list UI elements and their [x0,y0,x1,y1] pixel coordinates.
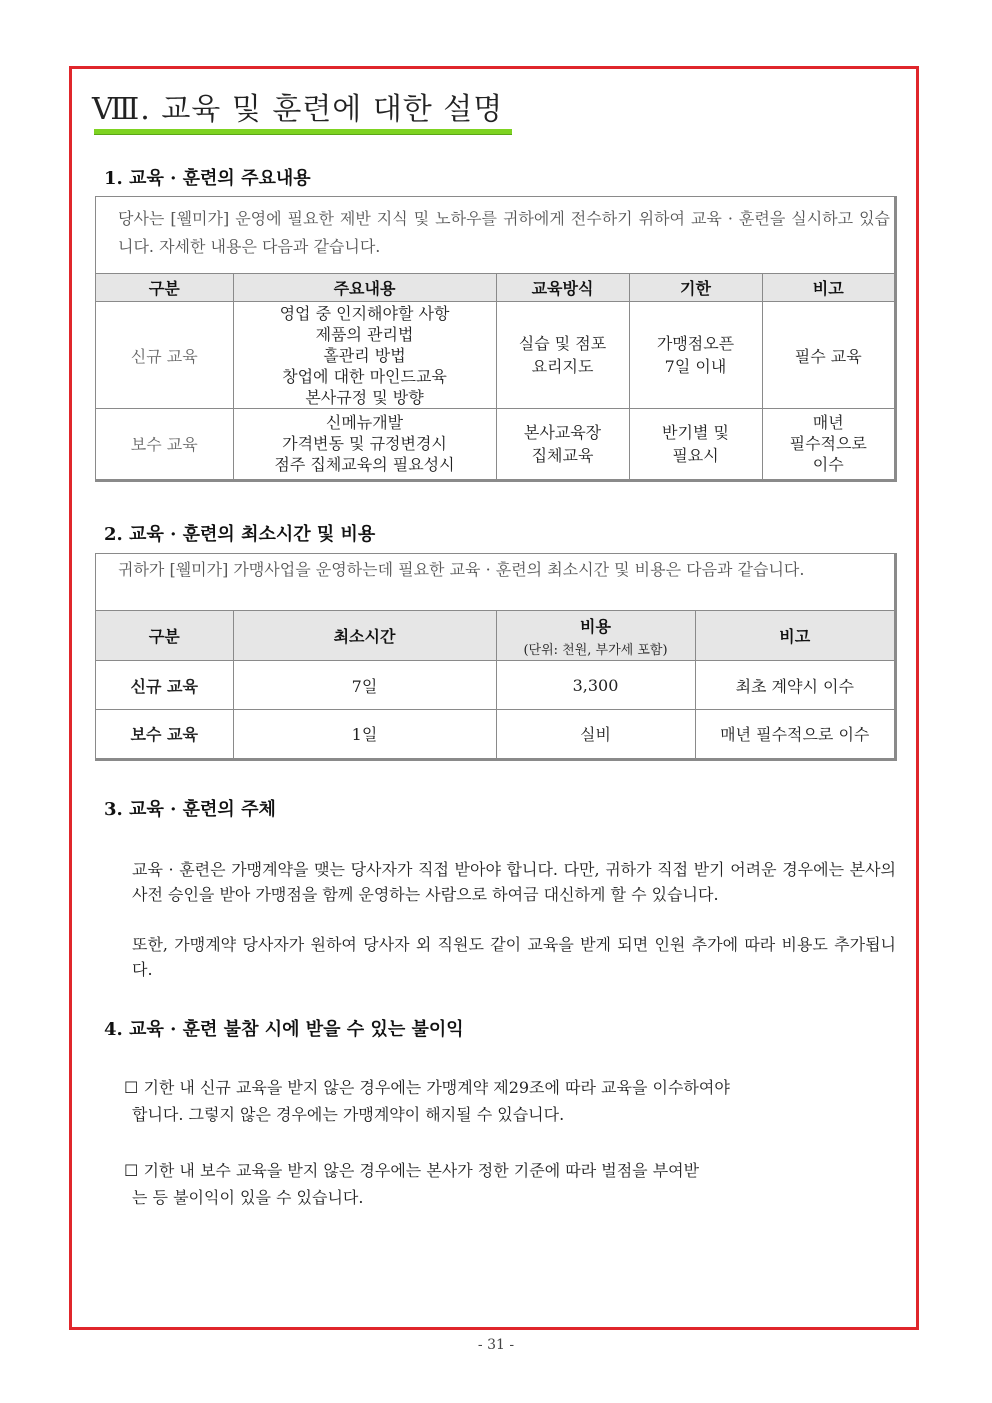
penalty-line: 는 등 불이익이 있을 수 있습니다. [132,1188,364,1207]
row-note: 최초 계약시 이수 [695,661,894,710]
content-line: 제품의 관리법 [315,324,414,344]
section1-box [95,196,897,482]
note-line: 이수 [812,455,844,475]
section3-paragraph-2: 또한, 가맹계약 당사자가 원하여 당사자 외 직원도 같이 교육을 받게 되면 인원 추가에 따라 비용도 추가됩니다. [132,935,896,979]
section1-heading: 1. 교육 · 훈련의 주요내용 [104,168,311,189]
row-note [762,302,894,409]
chapter-title: Ⅷ. 교육 및 훈련에 대한 설명 [92,92,504,127]
deadline-line: 7일 이내 [664,357,727,376]
table-header-row [96,274,894,302]
row-min-time: 1일 [233,710,496,758]
header-cell: 기한 [629,274,762,302]
table-row [96,661,894,710]
row-method [496,302,629,409]
cost-header-label: 비용 [580,616,611,636]
checkbox-icon: ☐ [124,1078,139,1097]
section4-heading: 4. 교육 · 훈련 불참 시에 받을 수 있는 불이익 [104,1019,464,1040]
method-line: 집체교육 [531,445,594,465]
content-line: 점주 집체교육의 필요성시 [274,455,455,475]
header-cell: 교육방식 [496,274,629,302]
deadline-line: 반기별 및 [662,422,729,442]
header-cell: 주요내용 [233,274,496,302]
page-number: - 31 - [477,1337,515,1353]
section3-paragraph-1: 교육 · 훈련은 가맹계약을 맺는 당사자가 직접 받아야 합니다. 다만, 귀하가 직접 받기 어려운 경우에는 본사의 사전 승인을 받아 가맹점을 함께 운영하는 사람으로 하여금 대신하게 할 수 있습니다. [132,860,896,904]
content-line: 홀관리 방법 [323,345,406,365]
row-deadline [629,409,762,479]
section2-heading: 2. 교육 · 훈련의 최소시간 및 비용 [104,524,376,545]
section2-box [95,553,897,761]
row-deadline [629,302,762,409]
method-line: 본사교육장 [523,422,602,442]
row-cost: 3,300 [496,661,695,710]
table-row [96,302,894,409]
method-line: 실습 및 점포 [518,334,607,353]
checkbox-icon: ☐ [124,1161,139,1180]
header-cell: 비고 [695,611,894,661]
method-line: 요리지도 [531,357,594,376]
penalty-line: 기한 내 신규 교육을 받지 않은 경우에는 가맹계약 제29조에 따라 교육을 이수하여야 [143,1078,730,1097]
section1-intro: 당사는 [웰미가] 운영에 필요한 제반 지식 및 노하우를 귀하에게 전수하기 위하여 교육 · 훈련을 실시하고 있습니다. 자세한 내용은 다음과 같습니다. [118,209,890,256]
note-line: 매년 [812,413,844,433]
row-contents [233,302,496,409]
content-line: 가격변동 및 규정변경시 [282,434,447,454]
row-type: 보수 교육 [96,710,233,758]
penalty-line: 기한 내 보수 교육을 받지 않은 경우에는 본사가 정한 기준에 따라 벌점을 부여받 [143,1161,700,1180]
education-time-cost-table [96,610,894,758]
header-cell-cost [496,611,695,661]
content-line: 창업에 대한 마인드교육 [282,366,447,386]
header-cell: 구분 [96,274,233,302]
row-type: 신규 교육 [96,661,233,710]
row-type: 신규 교육 [96,302,233,409]
title-underline [94,129,512,135]
table-row [96,409,894,479]
note-line: 필수적으로 [789,434,867,454]
section3-heading: 3. 교육 · 훈련의 주체 [104,799,276,820]
row-type: 보수 교육 [96,409,233,479]
header-cell: 최소시간 [233,611,496,661]
penalty-item [124,1074,896,1128]
penalty-item [124,1157,896,1211]
header-cell: 비고 [762,274,894,302]
content-line: 영업 중 인지해야할 사항 [279,303,450,323]
cost-unit-label: (단위: 천원, 부가세 포함) [523,642,668,658]
deadline-line: 가맹점오픈 [656,334,735,353]
row-method [496,409,629,479]
header-cell: 구분 [96,611,233,661]
section2-intro: 귀하가 [웰미가] 가맹사업을 운영하는데 필요한 교육 · 훈련의 최소시간 및 비용은 다음과 같습니다. [118,560,805,579]
row-min-time: 7일 [233,661,496,710]
table-header-row [96,611,894,661]
penalty-line: 합니다. 그렇지 않은 경우에는 가맹계약이 해지될 수 있습니다. [132,1105,565,1124]
row-note [762,409,894,479]
row-contents [233,409,496,479]
row-note: 매년 필수적으로 이수 [695,710,894,758]
content-line: 신메뉴개발 [325,413,404,433]
deadline-line: 필요시 [672,445,719,465]
row-cost: 실비 [496,710,695,758]
content-line: 본사규정 및 방향 [305,387,424,407]
table-row [96,710,894,758]
note-line: 필수 교육 [794,346,862,366]
education-content-table [96,273,894,479]
